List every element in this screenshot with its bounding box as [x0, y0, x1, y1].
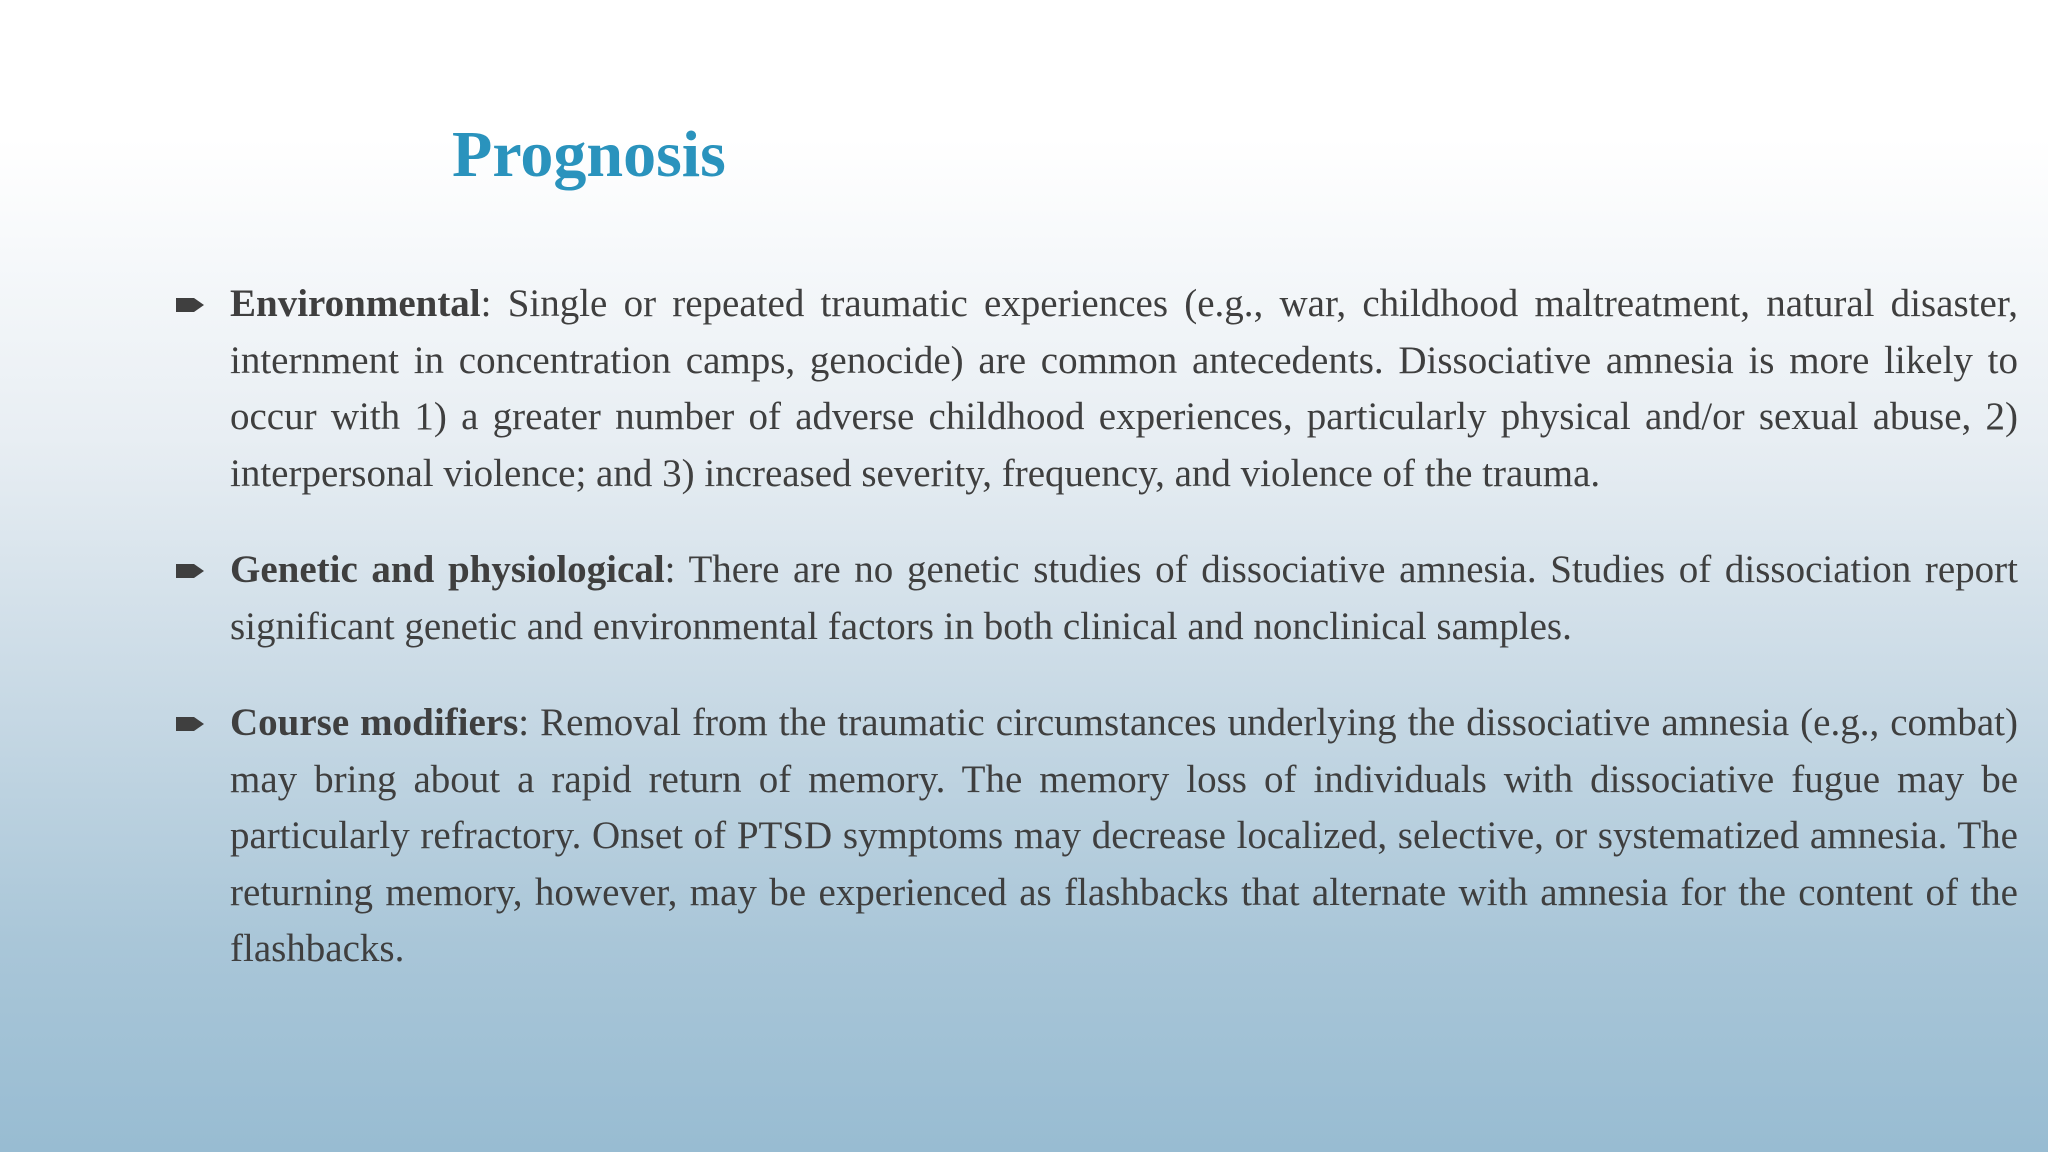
bullet-list: [170, 276, 2018, 1018]
bullet-term: Environmental: [230, 282, 481, 325]
arrow-right-icon: [174, 715, 206, 733]
bullet-text: : Removal from the traumatic circumstances underlying the dissociative amnesia (e.g., combat) may bring about a rapid return of memory. The memory loss of individuals with dissociative fugue may be particularly refractory. Onset of PTSD symptoms may decrease localized, selective, or systematized amnesia. The returning memory, however, may be experienced as flashbacks that alternate with amnesia for the content of the flashbacks.: [230, 701, 2018, 970]
bullet-term: Genetic and physiological: [230, 548, 665, 591]
bullet-item-environmental: [170, 276, 2018, 502]
slide-title: Prognosis: [452, 118, 726, 191]
bullet-item-genetic: [170, 542, 2018, 655]
arrow-right-icon: [174, 562, 206, 580]
bullet-text: : There are no genetic studies of dissociative amnesia. Studies of dissociation report significant genetic and environmental factors in both clinical and nonclinical samples.: [230, 548, 2018, 648]
arrow-right-icon: [174, 296, 206, 314]
bullet-item-course-modifiers: [170, 695, 2018, 978]
bullet-term: Course modifiers: [230, 701, 519, 744]
bullet-text: : Single or repeated traumatic experiences (e.g., war, childhood maltreatment, natural disaster, internment in concentration camps, genocide) are common antecedents. Dissociative amnesia is more likely to occur with 1) a greater number of adverse childhood experiences, particularly physical and/or sexual abuse, 2) interpersonal violence; and 3) increased severity, frequency, and violence of the trauma.: [230, 282, 2018, 495]
